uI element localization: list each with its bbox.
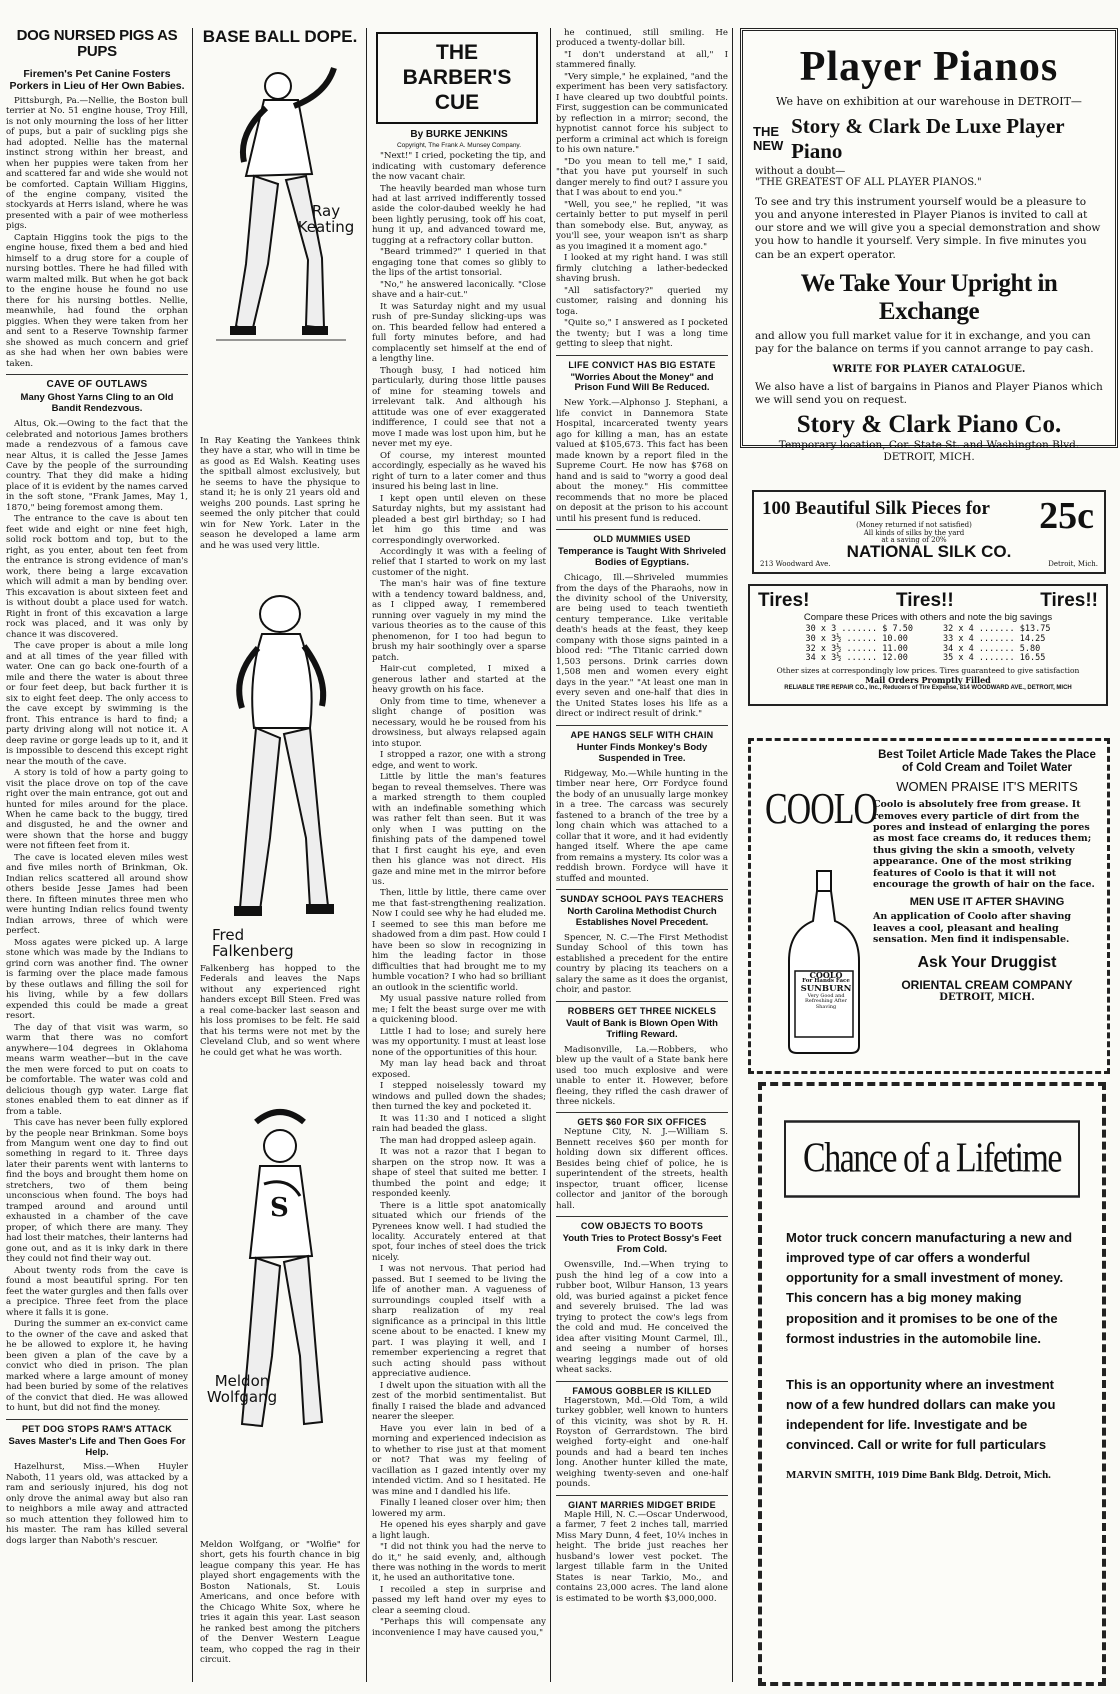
paragraph: I stepped noiselessly toward my windows and pulled down the shades; then turned the key and pocketed it.: [372, 1081, 546, 1113]
item-body: [556, 573, 728, 720]
pitcher-illustration: [218, 588, 342, 928]
story-body: [6, 1462, 188, 1546]
paragraph: Madisonville, La.—Robbers, who blew up the vault of a State bank here used too much explosive and were unable to enter it. However, before fleeing, they rifled the cash drawer of three nickels.: [556, 1044, 728, 1107]
ad-company: ORIENTAL CREAM COMPANY: [901, 977, 1073, 992]
item-headline: APE HANGS SELF WITH CHAIN: [556, 725, 728, 740]
tire-price-column: [806, 625, 914, 664]
ad-text: An application of Coolo after shaving leaves a cool, pleasant and healing sensation. Men find it indispensable.: [873, 911, 1072, 946]
ad-headline: Tires!!: [895, 590, 954, 611]
ad-headline: WOMEN PRAISE IT'S MERITS: [896, 779, 1078, 795]
ad-contact: MARVIN SMITH, 1019 Dime Bank Bldg. Detroit, Mich.: [786, 1469, 1051, 1482]
paragraph: Neptune City, N. J.—William S. Bennett receives $60 per month for holding down six different offices. Besides being chief of police, he is superintendent of the streets, health inspector, truant officer, license collector and janitor of the borough hall.: [556, 1127, 728, 1211]
paragraph: Accordingly it was with a feeling of relief that I started to work on my last customer of the night.: [372, 546, 546, 578]
paragraph: Captain Higgins took the pigs to the engine house, fixed them a bed and hied himself to a drug store for a couple of nursing bottles. There he had filled with warm malted milk. But when he got back to the engine house he found no use there for his nursing bottles. Nellie, meanwhile, had found the orphan piggies. When they were taken from her and sent to a Reserve Township farmer she showed as much concern and grief as she had when her own babies were taken.: [6, 232, 188, 369]
paragraph: "I did not think you had the nerve to do it," he said evenly, and, although there was nothing in the words to merit it, he used an authoritative tone.: [372, 1542, 546, 1584]
ad-text: We have on exhibition at our warehouse in DETROIT—: [776, 95, 1082, 108]
paragraph: Spencer, N. C.—The First Methodist Sunday School of this town has established a precedent for the entire country by placing its teachers on a salary the same as it does the organist, choir, and pastor.: [556, 932, 728, 996]
ad-title: Player Pianos: [799, 44, 1059, 90]
ad-text: WRITE FOR PLAYER CATALOGUE.: [832, 363, 1026, 375]
paragraph: Then, little by little, there came over me that fast-strengthening realization. Now I could see why he had eluded me. I seemed to see this man before me shadowed from a dim past. How could I have been so slow in recognizing in him the leading factor in those difficulties that had brought me to my humble vocation? I who had so brilliant an outlook in the scientific world.: [372, 888, 546, 993]
tire-price-row: 32 x 4 ....... $13.75: [943, 624, 1051, 634]
ad-model-name: Story & Clark De Luxe Player Piano: [791, 114, 1065, 163]
item-headline: ROBBERS GET THREE NICKELS: [556, 1001, 728, 1016]
item-subhead: Temperance is Taught With Shriveled Bodies of Egyptians.: [558, 546, 726, 569]
paragraph: The day of that visit was warm, so warm that there was no comfort anywhere—104 degrees in Oklahoma means warm weather—but in the cave the men were forced to put on coats to be comfortable. The water was cold and delicious though gyp water. Large flat stones enabled them to eat dinner as if from a table.: [6, 1022, 188, 1117]
ad-text: DETROIT, MICH.: [939, 991, 1035, 1003]
ad-title: Chance of a Lifetime: [784, 1120, 1080, 1198]
byline: By BURKE JENKINS: [410, 128, 508, 140]
ad-company: RELIABLE TIRE REPAIR CO., Inc., Reducers of Tire Expense, 814 WOODWARD AVE., DETROIT, MICH: [784, 685, 1072, 692]
column-rule: [192, 28, 193, 1682]
ad-text: Detroit, Mich.: [1048, 560, 1098, 568]
item-body: [556, 933, 728, 996]
ad-text: without a doubt—: [755, 166, 846, 177]
item-headline: LIFE CONVICT HAS BIG ESTATE: [556, 355, 728, 370]
player-name-label: Meldon Wolfgang: [206, 1372, 278, 1406]
paragraph: "No," he answered laconically. "Close shave and a hair-cut.": [372, 279, 546, 301]
paragraph: About twenty rods from the cave is found a most beautiful spring. For ten feet the water gurgles and then falls over a precipice. Three feet from the place where it falls it is gone.: [6, 1265, 188, 1318]
paragraph: I kept open until eleven on these Saturday nights, but my assistant had pleaded a best girl birthday; so I had let him go this time and was correspondingly overworked.: [372, 493, 546, 546]
ad-brand: COOLO: [765, 785, 878, 834]
ad-text: We also have a list of bargains in Pianos and Player Pianos which we will send you on request.: [755, 380, 1103, 406]
paragraph: The heavily bearded man whose turn had at last arrived indifferently tossed aside the color-daubed weekly he had been lightly perusing, took off his coat, hung it up, and advanced toward me, tugging at a refractory collar button.: [372, 183, 546, 246]
paragraph: "Next!" I cried, pocketing the tip, and indicating with customary deference the now vacant chair.: [372, 151, 546, 183]
ad-text: Motor truck concern manufacturing a new and improved type of car offers a wonderful opportunity for a small investment of money. This concern has a big money making proposition and it promises to be one of the formost industries in the automobile line.: [786, 1230, 1073, 1346]
tire-size: 32 x 3½: [805, 643, 842, 654]
paragraph: The cave proper is about a mile long and at all times of the year filled with water. One can go back one-fourth of a mile and there the water is about three or four feet deep, but back further it is six to eight feet deep. The only access to the cave except by swimming is the front. This entrance is hard to find; a party driving along will not notice it. A deep ravine or gorge leads up to it, and it is impossible to descend this except right near the mouth of the cave.: [6, 641, 188, 767]
column-rule: [550, 28, 551, 1682]
national-silk-ad: [752, 490, 1106, 574]
column-rule: [366, 28, 367, 1682]
item-body: [556, 769, 728, 884]
ad-text: Temporary location, Cor. State St. and Washington Blvd.: [778, 439, 1080, 452]
paragraph: "Well, you see," he replied, "it was certainly better to put myself in peril than somebody else. But, anyway, as you'll see, your weapon isn't as sharp as you imagined it a moment ago.": [556, 199, 728, 252]
tire-price-row: 33 x 4 ....... 14.25: [943, 633, 1046, 644]
coolo-ad: [748, 738, 1110, 1074]
tire-price-row: 35 x 4 ....... 16.55: [943, 653, 1046, 664]
story-title: THE BARBER'S CUE: [402, 41, 512, 115]
tire-price: 5.80: [1019, 643, 1041, 654]
tire-price-row: 34 x 3½ ...... 12.00: [805, 653, 908, 664]
paragraph: He opened his eyes sharply and gave a light laugh.: [372, 1520, 546, 1541]
paragraph: The cave is located eleven miles west and five miles north of Brinkman, Ok. Indian relics scattered all around show others beside Jesse James had been there. In fifteen minutes three men who were hunting Indian relics found twenty Indian arrows, three of which were perfect.: [6, 852, 188, 937]
ad-text: at a saving of 20%: [881, 536, 947, 545]
story-body: [6, 96, 188, 370]
item-subhead: Hunter Finds Monkey's Body Suspended in Tree.: [576, 741, 708, 764]
paragraph: The entrance to the cave is about ten feet wide and eight or nine feet high, solid rock bottom and top, but to the right, as you enter, about ten feet from the entrance is strong evidence of man's work, there being a large excavation which will admit a man by bending over. This excavation is about sixteen feet and is without doubt a place used for watch. Right in front of this excavation a large rock was placed, and it was only by chance it was discovered.: [6, 514, 188, 640]
ad-text: This is an opportunity where an investment now of a few hundred dollars can make you independent for life. Investigate and be convinced. Call or write for full particulars: [786, 1376, 1056, 1453]
item-headline: SUNDAY SCHOOL PAYS TEACHERS: [556, 889, 728, 904]
paragraph: Altus, Ok.—Owing to the fact that the celebrated and notorious James brothers made a rendezvous of a famous cave near Altus, it is called the Jesse James Cave by the people of the surrounding country. That they did make a hiding place of it is evident by the names carved in the soft stone, "Frank James, May 1, 1870," being foremost among them.: [6, 419, 188, 513]
tire-size: 35 x 4: [943, 653, 974, 664]
tire-size: 32 x 4: [943, 624, 974, 634]
paragraph: Of course, my interest mounted accordingly, especially as he waved his right of turn to a later comer and thus insured his being last in line.: [372, 450, 546, 493]
paragraph: Moss agates were picked up. A large stone which was made by the Indians to grind corn was another find. The owner is farming over the place made famous by these outlaws and filling the soil for his living, while by a few dollars expended this could be made a great resort.: [6, 937, 188, 1022]
tire-price: $13.75: [1019, 624, 1051, 634]
ad-text: DETROIT, MICH.: [883, 451, 975, 464]
story-subhead: Many Ghost Yarns Cling to an Old Bandit Rendezvous.: [20, 392, 174, 415]
paragraph: A story is told of how a party going to visit the place drove on top of the cave right over the main entrance, got out and hunted for miles around for the place. When he came back to the buggy, tired and disgusted, he and the owner and were shown that the horse and buggy were not fifteen feet from it.: [6, 768, 188, 852]
paragraph: There is a little spot anatomically situated which our friends of the Pyrenees know well. I had studied the locality. Accurately entered at that spot, four inches of steel does the trick nicely.: [372, 1200, 546, 1263]
ad-headline: Tires!: [758, 590, 810, 611]
paragraph: Finally I leaned closer over him; then lowered my arm.: [372, 1498, 546, 1519]
paragraph: Hazelhurst, Miss.—When Huyler Naboth, 11 years old, was attacked by a ram and seriously injured, his dog not only drove the animal away but also ran to neighbors a mile away and attracted so much attention they followed him to his master. The ram has killed several dogs larger than Naboth's rescuer.: [6, 1462, 188, 1546]
player-caption: Meldon Wolfgang, or "Wolfie" for short, gets his fourth chance in big league company this year. He has played short engagements with the Boston Nationals, St. Louis Americans, and once before with the Chicago White Sox, where he tries it again this year. Last season he ranked best among the pitchers of the Denver Western League team, who copped the rag in their circuit.: [200, 1540, 360, 1666]
paragraph: Have you ever lain in bed of a morning and experienced indecision as to whether to rise just at that moment or not? That was my feeling of vacillation as I gazed intently over my intended victim. And so I hesitated. He was mine and I dandled his life.: [372, 1423, 546, 1497]
column-2: [198, 28, 362, 1683]
section-headline: BASE BALL DOPE.: [202, 27, 358, 46]
ad-headline: Tires!!: [1040, 590, 1098, 611]
player-name-label: Fred Falkenberg: [212, 926, 294, 960]
ad-price: 25c: [1039, 495, 1094, 537]
paragraph: My man lay head back and throat exposed.: [372, 1059, 546, 1080]
bottle-label-text: For Hands Face: [802, 978, 850, 985]
paragraph: I was not nervous. That period had passed. But I seemed to be living the life of another man. A vagueness of surroundings coupled itself with a sharp realization of my real significance as a principal in this little scene about to be enacted. I knew my part. I was playing it well, and I remember experiencing a regret that such acting should pass without appreciative audience.: [372, 1264, 546, 1380]
item-headline: FAMOUS GOBBLER IS KILLED: [556, 1381, 728, 1396]
story-headline: DOG NURSED PIGS AS PUPS: [16, 27, 178, 60]
coolo-bottle-illustration: [779, 871, 869, 1056]
player-pianos-ad: [740, 28, 1118, 464]
item-headline: GIANT MARRIES MIDGET BRIDE: [556, 1495, 728, 1510]
svg-text:S: S: [270, 1193, 289, 1223]
tire-price: 14.25: [1019, 633, 1046, 644]
tire-price: 12.00: [882, 653, 908, 664]
paragraph: I dwelt upon the situation with all the zest of the morbid sentimentalist. But finally I raised the blade and advanced nearer the sleeper.: [372, 1380, 546, 1423]
ad-headline: 100 Beautiful Silk Pieces for: [762, 498, 990, 519]
paragraph: "Very simple," he explained, "and the experiment has been very satisfactory. I have cleared up two doubtful points. First, suggestion can be communicated by reflection in a mirror; second, the hypnotist cannot force his subject to perform a criminal act which is foreign to his own nature.": [556, 71, 728, 156]
chance-of-a-lifetime-ad: [758, 1082, 1106, 1686]
paragraph: "Quite so," I answered as I pocketed the twenty; but I was a long time getting to sleep that night.: [556, 318, 728, 350]
paragraph: Little I had to lose; and surely here was my opportunity. I must at least lose none of the opportunities of this hour.: [372, 1026, 546, 1058]
ad-headline: MEN USE IT AFTER SHAVING: [909, 896, 1065, 909]
paragraph: It was 11:30 and I noticed a slight rain had beaded the glass.: [372, 1113, 546, 1135]
ad-text: (Money returned if not satisfied): [856, 521, 972, 529]
tire-size: 34 x 4: [943, 643, 974, 654]
tire-price-row: 32 x 3½ ...... 11.00: [805, 643, 908, 654]
paragraph: Hair-cut completed, I mixed a generous lather and started at the heavy growth on his face.: [372, 664, 546, 696]
paragraph: Chicago, Ill.—Shriveled mummies from the days of the Pharaohs, now in the divinity school of the University, are being used to teach twentieth century temperance. Like veritable death's heads at the feast, they keep company with those signs painted in a blood red: "The Titanic carried down 1,503 persons. Drink carries down 1,508 men and women every eight days in the year." "At least one man in every seven and one-half that dies in the United States loses his life as a direct or indirect result of drink.": [556, 573, 728, 720]
tire-size: 34 x 3½: [805, 653, 842, 664]
item-subhead: "Worries About the Money" and Prison Fund Will Be Reduced.: [570, 371, 714, 394]
paragraph: "Perhaps this will compensate any inconvenience I may have caused you,": [372, 1617, 546, 1638]
paragraph: Though busy, I had noticed him particularly, during those little pauses of mine for steaming towels and irrelevant talk. And although his attitude was one of ever exaggerated indifference, I could see that not a move I made was lost upon him, but he never met my eye.: [372, 365, 546, 450]
item-body: [556, 1127, 728, 1211]
paragraph: Maple Hill, N. C.—Oscar Underwood, a farmer, 7 feet 2 inches tall, married Miss Mary Dunn, 4 feet, 10¼ inches in height. The bride just reaches her husband's lower vest pocket. The largest tillable farm in the United States is near Tarkio, Mo., and contains 23,000 acres. The land alone is estimated to be worth $3,000,000.: [556, 1509, 728, 1604]
tire-price-row: 30 x 3 ....... $ 7.50: [805, 624, 913, 634]
bottle-label-text: COOLO: [809, 970, 843, 980]
story-body: [372, 151, 546, 1638]
ad-text: All kinds of silks by the yard: [863, 528, 965, 537]
paragraph: I stropped a razor, one with a strong edge, and went to work.: [372, 750, 546, 771]
story-body: [6, 419, 188, 1414]
paragraph: Little by little the man's features began to reveal themselves. There was a marked strength to them coupled with an indefinable something which was rather felt than seen. But it was only when I was putting on the finishing pats of the dampened towel that I first caught his eye, and even then his glance was not direct. His gaze and mine met in the mirror before us.: [372, 772, 546, 887]
ad-headline: Best Toilet Article Made Takes the Place of Cold Cream and Toilet Water: [878, 749, 1096, 774]
story-title-box: [376, 32, 538, 124]
ad-copy: [873, 749, 1101, 1003]
bottle-label-text: SUNBURN: [800, 984, 852, 995]
paragraph: During the summer an ex-convict came to the owner of the cave and asked that he be allowed to explore it, he having been given a plan of the cave by a convict who died in prison. The plan marked where a large amount of money had been buried by some of the relatives of the convict that died. He was allowed to hunt, but did not find the money.: [6, 1319, 188, 1414]
ad-headline: Ask Your Druggist: [917, 953, 1057, 971]
tire-price-row: 30 x 3½ ...... 10.00: [805, 633, 908, 644]
tire-price: 10.00: [882, 633, 908, 644]
paragraph: Owensville, Ind.—When trying to push the hind leg of a cow into a rubber boot, Wilbur Hanson, 13 years old, was buried against a picket fence and severely bruised. The lad was trying to protect the cow's legs from the cold and mud. He conceived the idea after visiting Mount Carmel, Ill., and seeing a number of horses wearing leggings made out of old wheat sacks.: [556, 1260, 728, 1376]
ad-text: Other sizes at correspondingly low prices. Tires guaranteed to give satisfaction: [776, 666, 1080, 676]
item-subhead: Youth Tries to Protect Bossy's Feet From Cold.: [562, 1233, 722, 1256]
item-headline: OLD MUMMIES USED: [556, 529, 728, 544]
tire-price-row: 34 x 4 ....... 5.80: [943, 643, 1041, 654]
ad-text: THE NEW: [753, 124, 784, 153]
tire-price: 11.00: [882, 643, 908, 654]
item-body: [556, 1510, 728, 1604]
player-name-label: Ray Keating: [297, 202, 355, 236]
item-body: [556, 1260, 728, 1375]
paragraph: Ridgeway, Mo.—While hunting in the timber near here, Orr Fordyce found the body of an unusually large monkey in a tree. The carcass was securely fastened to a branch of the tree by a long chain which was attached to a collar that it wore, and it had evidently hanged itself. Where the ape came from remains a mystery. Its color was a reddish brown. Fordyce will have it stuffed and mounted.: [556, 768, 728, 884]
ad-text: Compare these Prices with others and note the big savings: [803, 612, 1053, 623]
item-headline: COW OBJECTS TO BOOTS: [556, 1216, 728, 1231]
paragraph: "Beard trimmed?" I queried in that engaging tone that comes so glibly to the lips of the artist tonsorial.: [372, 247, 546, 279]
column-1: [6, 28, 188, 1683]
tire-size: 30 x 3: [805, 624, 837, 634]
story-continuation: [556, 28, 728, 350]
story-subhead: Firemen's Pet Canine Fosters Porkers in Lieu of Her Own Babies.: [9, 67, 185, 92]
tire-size: 33 x 4: [943, 633, 974, 644]
paragraph: New York.—Alphonso J. Stephani, a life convict in Dannemora State Hospital, incarcerated twenty years ago for killing a man, has an estate valued at $105,673. This fact has been made known by a report filed in the Supreme Court. He now has $768 on hand and is said to "worry a good deal about the money." His committee recommends that no more be placed on deposit at the prison to his account until his present fund is reduced.: [556, 398, 728, 524]
paragraph: "All satisfactory?" queried my customer, raising and donning his toga.: [556, 285, 728, 317]
item-body: [556, 1396, 728, 1490]
ad-model-row: [753, 114, 1105, 164]
player-caption: Falkenberg has hopped to the Federals and leaves the Naps without any experienced right handers except Bill Steen. Fred was a real come-backer last season and his loss promises to be felt. He said that his terms were not met by the Cleveland Club, and so went where he could get what he was worth.: [200, 964, 360, 1058]
story-headline: PET DOG STOPS RAM'S ATTACK: [6, 1419, 188, 1434]
paragraph: This cave has never been fully explored by the people near Brinkman. Some boys from Mangum went one day to find out something in regard to it. Three days later their parents went with lanterns to find the boys and brought them home on stretchers, two of them being unconscious when found. The boys had tramped around and around until exhausted in a chamber of the cave proper, of which there are many. They had lost their matches, their lanterns had gone out, and as it is inky dark in there they could not find their way out.: [6, 1118, 188, 1265]
paragraph: he continued, still smiling. He produced a twenty-dollar bill.: [556, 28, 728, 49]
paragraph: "Do you mean to tell me," I said, "that you have put yourself in such danger merely to find out? I assure you that I was about to end you.": [556, 156, 728, 199]
ad-company: Story & Clark Piano Co.: [796, 411, 1062, 439]
player-caption: In Ray Keating the Yankees think they have a star, who will in time be as good as Ed Walsh. Keating uses the spitball almost exclusively, but he seems to have the physique to stand it; he is only 21 years old and weighs 200 pounds. Last spring he seemed the only pitcher that could win for New York. Later in the season he developed a lame arm and he was used very little.: [200, 436, 360, 551]
item-subhead: Vault of Bank is Blown Open With Trifling Reward.: [566, 1017, 718, 1040]
ad-text: Coolo is absolutely free from grease. It removes every particle of dirt from the pores and instead of enlarging the pores as most face creams do, it reduces them; thus giving the skin a smooth, velvety appearance. One of the most striking features of Coolo is that it will not encourage the growth of hair on the face.: [873, 799, 1095, 891]
bottle-label: [797, 971, 855, 1010]
ad-exchange-headline: We Take Your Upright in Exchange: [800, 269, 1058, 325]
paragraph: I recoiled a step in surprise and passed my left hand over my eyes to clear a seeming cloud.: [372, 1584, 546, 1616]
item-body: [556, 1045, 728, 1108]
tire-price: 16.55: [1019, 653, 1046, 664]
column-3: [372, 28, 546, 1683]
tire-size: 30 x 3½: [805, 633, 842, 644]
paragraph: It was Saturday night and my usual rush of pre-Sunday slicking-ups was on. This bearded fellow had entered a full forty minutes before, and had complacently set himself at the end of a lengthy line.: [372, 301, 546, 365]
paragraph: The man's hair was of fine texture with a tendency toward baldness, and, as I clipped away, I remembered running over vaguely in my mind the various theories as to the cause of this phenomenon, for I too had begun to brush my hair soothingly over a sparse patch.: [372, 579, 546, 663]
story-headline: CAVE OF OUTLAWS: [6, 374, 188, 390]
ad-company: NATIONAL SILK CO.: [846, 542, 1012, 561]
item-body: [556, 398, 728, 524]
column-rule: [732, 28, 733, 1682]
paragraph: I looked at my right hand. I was still firmly clutching a lather-bedecked shaving brush.: [556, 253, 728, 285]
item-headline: GETS $60 FOR SIX OFFICES: [556, 1112, 728, 1127]
ad-text: Mail Orders Promptly Filled: [865, 675, 991, 686]
paragraph: It was not a razor that I began to sharpen on the strop now. It was a shape of steel that suited me better. I thumbed the point and edge; it responded keenly.: [372, 1147, 546, 1200]
story-subhead: Saves Master's Life and Then Goes For Help.: [8, 1435, 186, 1458]
paragraph: "I don't understand at all," I stammered finally.: [556, 49, 728, 71]
ad-headline-row: [750, 586, 1106, 612]
paragraph: My usual passive nature rolled from me; I felt the beast surge over me with a quickening blood.: [372, 994, 546, 1026]
item-subhead: North Carolina Methodist Church Establishes Novel Precedent.: [567, 905, 717, 928]
paragraph: Pittsburgh, Pa.—Nellie, the Boston bull terrier at No. 51 engine house, Troy Hill, is not only mourning the loss of her litter of pups, but a pair of suckling pigs she had adopted. Nellie has the maternal instinct strong within her breast, and when her puppies were taken from her and scattered far and wide she would not be comforted. Captain William Higgins, of the engine company, visited the stockyards at Herrs island, where he was presented with a pair of wee motherless pigs.: [6, 95, 188, 232]
tire-price-table: [750, 625, 1106, 664]
paragraph: Hagerstown, Md.—Old Tom, a wild turkey gobbler, well known to hunters of this vicinity, was shot by R. H. Royston of Gerrardstown. The bird weighed forty-eight and one-half pounds and had a beard ten inches long. Another hunter killed the mate, weighing twenty-seven and one-half pounds.: [556, 1395, 728, 1490]
ad-text: 213 Woodward Ave.: [760, 560, 831, 568]
tire-price: $ 7.50: [882, 624, 913, 634]
bottle-label-text: Very Good and Refreshing After Shaving: [804, 993, 848, 1010]
tire-price-column: [943, 625, 1051, 664]
paragraph: The man had dropped asleep again.: [380, 1135, 537, 1146]
copyright-line: Copyright, The Frank A. Munsey Company.: [396, 142, 522, 150]
tires-ad: [748, 584, 1108, 706]
ad-text: and allow you full market value for it in exchange, and you can pay for the balance on terms if you cannot arrange to pay cash.: [755, 329, 1094, 355]
paragraph: Only from time to time, whenever a slight change of position was necessary, would he be roused from his drowsiness, but always relapsed again into stupor.: [372, 696, 546, 749]
ad-text: "THE GREATEST OF ALL PLAYER PIANOS.": [755, 177, 982, 188]
ad-text: To see and try this instrument yourself would be a pleasure to you and anyone interested in Player Pianos is invited to call at our store and we will give you a special demonstration and show you how to handle it yourself. Very simple. In five minutes you can be an expert operator.: [755, 196, 1101, 261]
column-4: [556, 28, 728, 1683]
